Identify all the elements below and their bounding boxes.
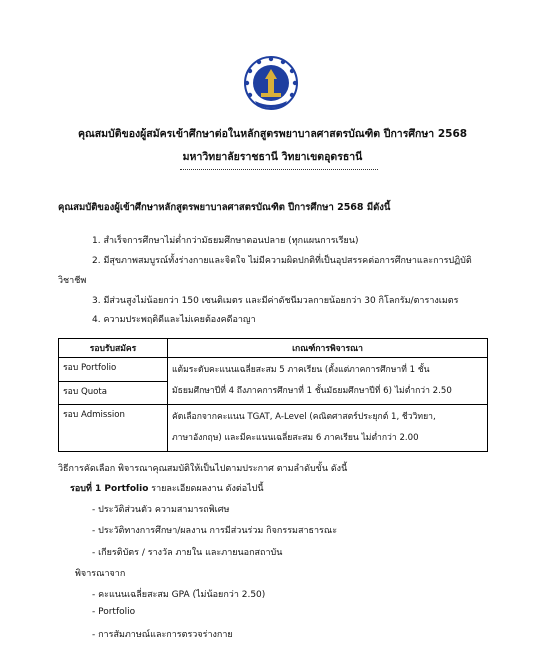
table-cell-round: รอบ Quota [59,381,168,405]
table-cell-round: รอบ Portfolio [59,358,168,382]
criteria-table [58,338,488,452]
consider-item: - คะแนนเฉลี่ยสะสม GPA (ไม่น้อยกว่า 2.50) [92,590,266,600]
page-title: คุณสมบัติของผู้สมัครเข้าศึกษาต่อในหลักสูตรพยาบาลศาสตรบัณฑิต ปีการศึกษา 2568 [77,128,468,140]
table-cell-criteria [168,405,488,452]
qualification-item-continued: วิชาชีพ [58,276,87,286]
table-cell-criteria [168,358,488,405]
consider-item: - Portfolio [92,607,136,617]
table-row [59,358,488,382]
consider-label: พิจารณาจาก [75,569,126,579]
consider-item: - การสัมภาษณ์และการตรวจร่างกาย [92,630,233,640]
column-header: รอบรับสมัคร [59,339,168,358]
round1-label: รอบที่ 1 Portfolio [70,484,149,494]
university-seal-logo [243,55,299,111]
criteria-line: คัดเลือกจากคะแนน TGAT, A-Level (คณิตศาสตร์ประยุกต์ 1, ชีววิทยา, [172,412,436,422]
criteria-line: แต้มระดับคะแนนเฉลี่ยสะสม 5 ภาคเรียน (ตั้งแต่ภาคการศึกษาที่ 1 ชั้น [172,365,430,375]
selection-intro: วิธีการคัดเลือก พิจารณาคุณสมบัติให้เป็นไปตามประกาศ ตามลำดับขั้น ดังนี้ [58,464,348,474]
round1-line [70,481,264,495]
qualification-item: 1. สำเร็จการศึกษาไม่ต่ำกว่ามัธยมศึกษาตอนปลาย (ทุกแผนการเรียน) [92,236,359,246]
criteria-line: ภาษาอังกฤษ) และมีคะแนนเฉลี่ยสะสม 6 ภาคเรียน ไม่ต่ำกว่า 2.00 [172,433,419,443]
round1-text: รายละเอียดผลงาน ดังต่อไปนี้ [148,484,264,494]
criteria-line: มัธยมศึกษาปีที่ 4 ถึงภาคการศึกษาที่ 1 ชั้นมัธยมศึกษาปีที่ 6) ไม่ต่ำกว่า 2.50 [172,386,452,396]
qualification-item: 4. ความประพฤติดีและไม่เคยต้องคดีอาญา [92,315,256,325]
page-subtitle: มหาวิทยาลัยราชธานี วิทยาเขตอุดรธานี [182,151,363,163]
qualification-item: 3. มีส่วนสูงไม่น้อยกว่า 150 เซนติเมตร และมีค่าดัชนีมวลกายน้อยกว่า 30 กิโลกรัม/ตารางเมตร [92,296,459,306]
portfolio-item: - ประวัติส่วนตัว ความสามารถพิเศษ [92,505,230,515]
portfolio-item: - ประวัติทางการศึกษา/ผลงาน การมีส่วนร่วม กิจกรรมสาธารณะ [92,526,338,536]
portfolio-item: - เกียรติบัตร / รางวัล ภายใน และภายนอกสถาบัน [92,548,283,558]
table-header-row [59,339,488,358]
dotted-divider [180,169,378,170]
table-row [59,405,488,452]
qualification-item: 2. มีสุขภาพสมบูรณ์ทั้งร่างกายและจิตใจ ไม่มีความผิดปกติที่เป็นอุปสรรคต่อการศึกษาและการปฏิบัติ [92,256,472,266]
column-header: เกณฑ์การพิจารณา [168,339,488,358]
table-cell-round: รอบ Admission [59,405,168,452]
qualifications-heading: คุณสมบัติของผู้เข้าศึกษาหลักสูตรพยาบาลศาสตรบัณฑิต ปีการศึกษา 2568 มีดังนี้ [58,202,391,213]
